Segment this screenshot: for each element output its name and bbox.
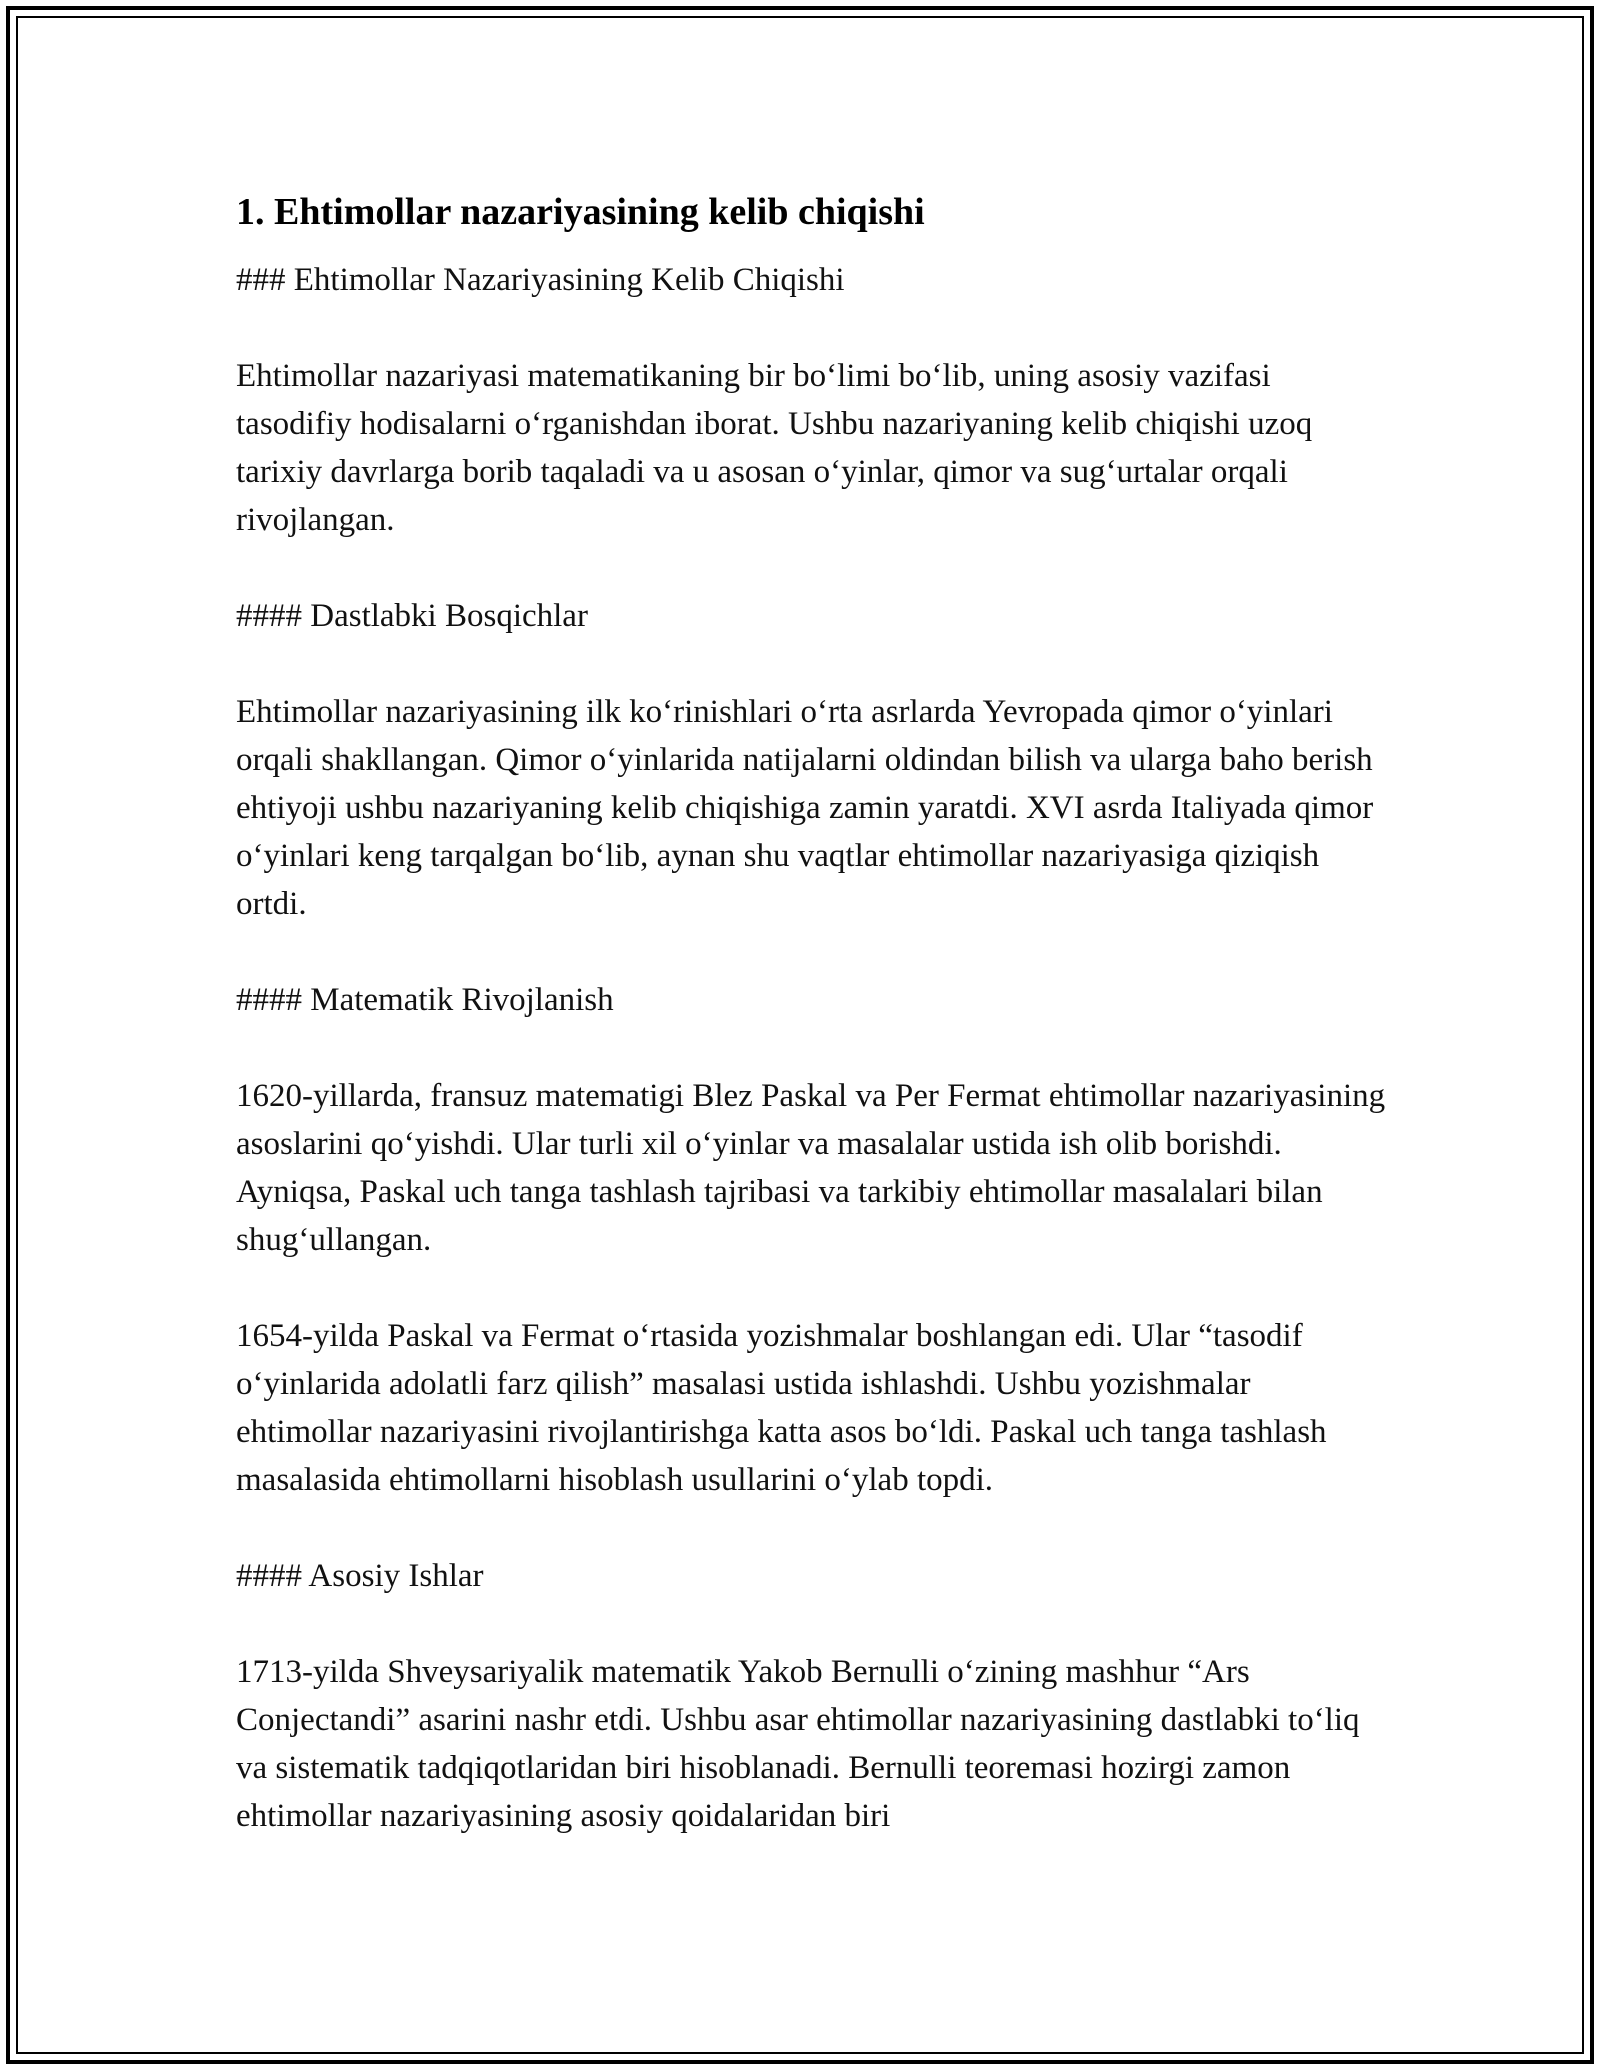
section-subheading: #### Dastlabki Bosqichlar: [236, 598, 588, 634]
section-subheading: #### Matematik Rivojlanish: [236, 982, 614, 1018]
body-paragraph: 1713-yilda Shveysariyalik matematik Yakob Bernulli o‘zining mashhur “Ars Conjectandi” asarini nashr etdi. Ushbu asar ehtimollar nazariyasining dastlabki to‘liq va sistematik tadqiqotlaridan biri hisoblanadi. Bernulli teoremasi hozirgi zamon ehtimollar nazariyasining asosiy qoidalaridan biri: [236, 1654, 1360, 1834]
body-paragraph: 1654-yilda Paskal va Fermat o‘rtasida yozishmalar boshlangan edi. Ular “tasodif o‘yinlarida adolatli farz qilish” masalasi ustida ishlashdi. Ushbu yozishmalar ehtimollar nazariyasini rivojlantirishga katta asos bo‘ldi. Paskal uch tanga tashlash masalasida ehtimollarni hisoblash usullarini o‘ylab topdi.: [236, 1318, 1327, 1498]
document-title: 1. Ehtimollar nazariyasining kelib chiqishi: [236, 191, 925, 233]
body-paragraph: 1620-yillarda, fransuz matematigi Blez Paskal va Per Fermat ehtimollar nazariyasining asoslarini qo‘yishdi. Ular turli xil o‘yinlar va masalalar ustida ish olib borishdi. Ayniqsa, Paskal uch tanga tashlash tajribasi va tarkibiy ehtimollar masalalari bilan shug‘ullangan.: [236, 1078, 1386, 1258]
body-paragraph: Ehtimollar nazariyasining ilk ko‘rinishlari o‘rta asrlarda Yevropada qimor o‘yinlari orqali shakllangan. Qimor o‘yinlarida natijalarni oldindan bilish va ularga baho berish ehtiyoji ushbu nazariyaning kelib chiqishiga zamin yaratdi. XVI asrda Italiyada qimor o‘yinlari keng tarqalgan bo‘lib, aynan shu vaqtlar ehtimollar nazariyasiga qiziqish ortdi.: [236, 694, 1374, 922]
section-subheading: #### Asosiy Ishlar: [236, 1558, 484, 1594]
document-body: [236, 188, 1386, 1888]
section-subheading: ### Ehtimollar Nazariyasining Kelib Chiqishi: [236, 262, 845, 298]
body-paragraph: Ehtimollar nazariyasi matematikaning bir bo‘limi bo‘lib, uning asosiy vazifasi tasodifiy hodisalarni o‘rganishdan iborat. Ushbu nazariyaning kelib chiqishi uzoq tarixiy davrlarga borib taqaladi va u asosan o‘yinlar, qimor va sug‘urtalar orqali rivojlangan.: [236, 358, 1313, 538]
